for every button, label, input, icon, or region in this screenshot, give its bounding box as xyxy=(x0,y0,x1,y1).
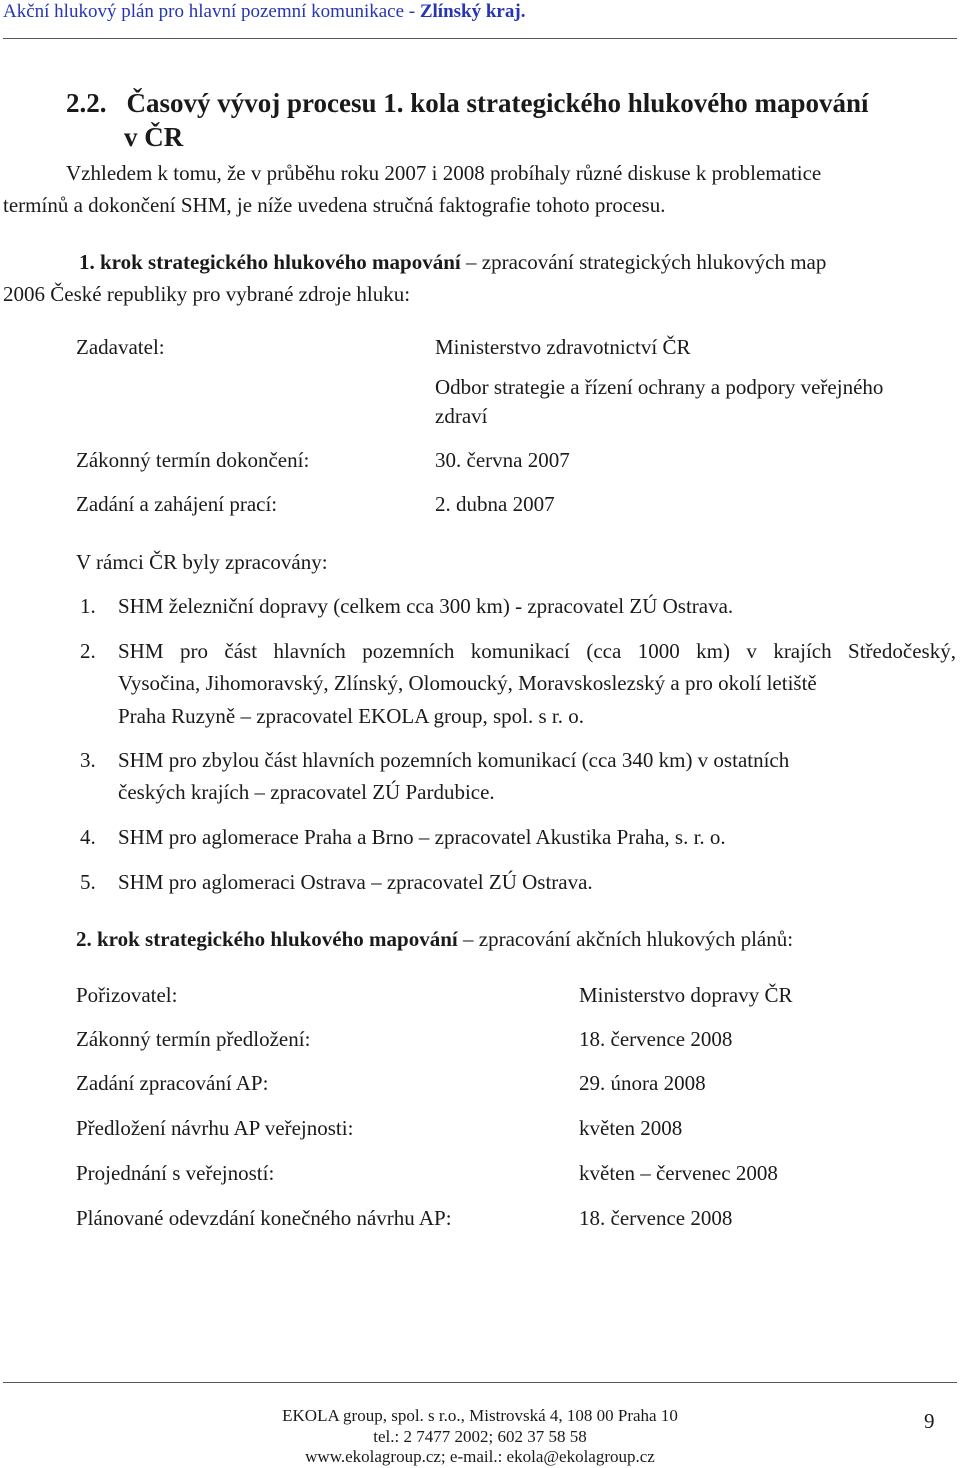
step2-value: Ministerstvo dopravy ČR xyxy=(579,983,793,1007)
step2-label: Předložení návrhu AP veřejnosti: xyxy=(76,1116,354,1140)
section-number: 2.2. xyxy=(66,88,107,118)
footer-web: www.ekolagroup.cz; e-mail.: ekola@ekolagroup.cz xyxy=(305,1447,655,1466)
list-item-text: Praha Ruzyně – zpracovatel EKOLA group, spol. s r. o. xyxy=(118,704,584,728)
step1-heading-line2: 2006 České republiky pro vybrané zdroje hluku: xyxy=(3,282,411,306)
section-title xyxy=(66,86,869,154)
step2-heading: 2. krok strategického hlukového mapování – zpracování akčních hlukových plánů: xyxy=(76,927,794,951)
list-item-text: českých krajích – zpracovatel ZÚ Pardubice. xyxy=(118,780,495,804)
footer-divider xyxy=(3,1382,957,1383)
list-item-text: SHM pro zbylou část hlavních pozemních komunikací (cca 340 km) v ostatních xyxy=(118,748,790,772)
list-item-number: 3. xyxy=(80,748,96,772)
header-divider xyxy=(3,38,957,39)
header-title: Akční hlukový plán pro hlavní pozemní komunikace - xyxy=(3,1,420,22)
intro-line2: termínů a dokončení SHM, je níže uvedena stručná faktografie tohoto procesu. xyxy=(3,193,666,217)
step1-label-zadani: Zadání a zahájení prací: xyxy=(76,492,278,516)
section-title-line1: Časový vývoj procesu 1. kola strategického hlukového mapování xyxy=(126,88,869,118)
page-header xyxy=(3,1,525,23)
step1-value-odbor-cont: zdraví xyxy=(435,404,488,428)
step1-label-zadavatel: Zadavatel: xyxy=(76,335,165,359)
step1-value-termin: 30. června 2007 xyxy=(435,448,570,472)
list-item-number: 1. xyxy=(80,594,96,618)
step2-value: 18. července 2008 xyxy=(579,1206,733,1230)
step1-value-zadavatel: Ministerstvo zdravotnictví ČR xyxy=(435,335,691,359)
step2-value: 29. února 2008 xyxy=(579,1071,706,1095)
list-item-text: SHM pro aglomerace Praha a Brno – zpracovatel Akustika Praha, s. r. o. xyxy=(118,825,726,849)
step2-label: Zadání zpracování AP: xyxy=(76,1071,269,1095)
footer-phone: tel.: 2 7477 2002; 602 37 58 58 xyxy=(373,1427,587,1446)
step1-heading: 1. krok strategického hlukového mapování – zpracování strategických hlukových map xyxy=(79,250,827,274)
step1-label-termin: Zákonný termín dokončení: xyxy=(76,448,310,472)
list-item-text: Vysočina, Jihomoravský, Zlínský, Olomoucký, Moravskoslezský a pro okolí letiště xyxy=(118,671,817,695)
step2-label: Plánované odevzdání konečného návrhu AP: xyxy=(76,1206,452,1230)
step2-value: 18. července 2008 xyxy=(579,1027,733,1051)
list-item-text: SHM pro část hlavních pozemních komunikací (cca 1000 km) v krajích Středočeský, xyxy=(118,639,956,663)
list-item-text: SHM pro aglomeraci Ostrava – zpracovatel ZÚ Ostrava. xyxy=(118,870,593,894)
step1-value-odbor: Odbor strategie a řízení ochrany a podpory veřejného xyxy=(435,375,884,399)
list-item-number: 2. xyxy=(80,639,96,663)
list-item-number: 4. xyxy=(80,825,96,849)
intro-line1: Vzhledem k tomu, že v průběhu roku 2007 i 2008 probíhaly různé diskuse k problematice xyxy=(66,161,822,185)
step2-value: květen – červenec 2008 xyxy=(579,1161,778,1185)
page-number: 9 xyxy=(924,1409,935,1433)
header-title-region: Zlínský kraj. xyxy=(419,1,526,22)
step2-label: Projednání s veřejností: xyxy=(76,1161,275,1185)
step2-value: květen 2008 xyxy=(579,1116,683,1140)
list-item-number: 5. xyxy=(80,870,96,894)
step2-label: Zákonný termín předložení: xyxy=(76,1027,311,1051)
step1-list-heading: V rámci ČR byly zpracovány: xyxy=(76,550,328,574)
step1-value-zadani: 2. dubna 2007 xyxy=(435,492,555,516)
section-title-line2: v ČR xyxy=(124,122,184,152)
footer-address: EKOLA group, spol. s r.o., Mistrovská 4, 108 00 Praha 10 xyxy=(282,1406,678,1425)
step2-label: Pořizovatel: xyxy=(76,983,178,1007)
list-item-text: SHM železniční dopravy (celkem cca 300 km) - zpracovatel ZÚ Ostrava. xyxy=(118,594,734,618)
